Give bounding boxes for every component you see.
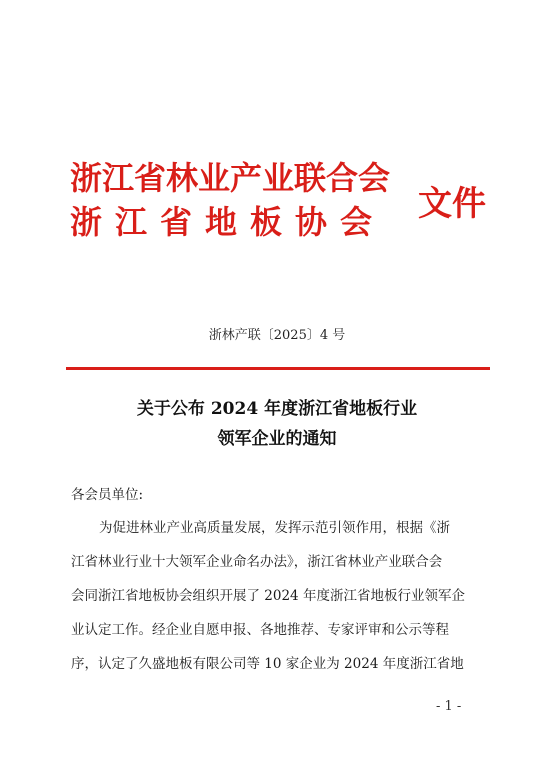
document-title-line-1: 关于公布 2024 年度浙江省地板行业 (136, 399, 418, 419)
document-title-line-2: 领军企业的通知 (217, 429, 337, 449)
body-paragraph (71, 518, 491, 688)
body-line: 江省林业行业十大领军企业命名办法》，浙江省林业产业联合会 (71, 554, 443, 570)
document-number: 浙林产联〔2025〕4 号 (208, 328, 346, 343)
body-line: 序，认定了久盛地板有限公司等 10 家企业为 2024 年度浙江省地 (71, 656, 464, 672)
issuer-name-line-2: 浙江省地板协会 (70, 203, 386, 241)
document-type-label: 文件 (418, 184, 486, 224)
red-divider-line (66, 367, 490, 370)
document-header (70, 152, 490, 262)
issuer-name-line-1: 浙江省林业产业联合会 (70, 159, 391, 197)
page-number: - 1 - (436, 699, 462, 714)
body-line: 业认定工作。经企业自愿申报、各地推荐、专家评审和公示等程 (71, 622, 449, 638)
body-line: 会同浙江省地板协会组织开展了 2024 年度浙江省地板行业领军企 (71, 588, 465, 604)
body-line: 为促进林业产业高质量发展，发挥示范引领作用，根据《浙 (99, 520, 450, 536)
salutation: 各会员单位: (71, 487, 144, 503)
